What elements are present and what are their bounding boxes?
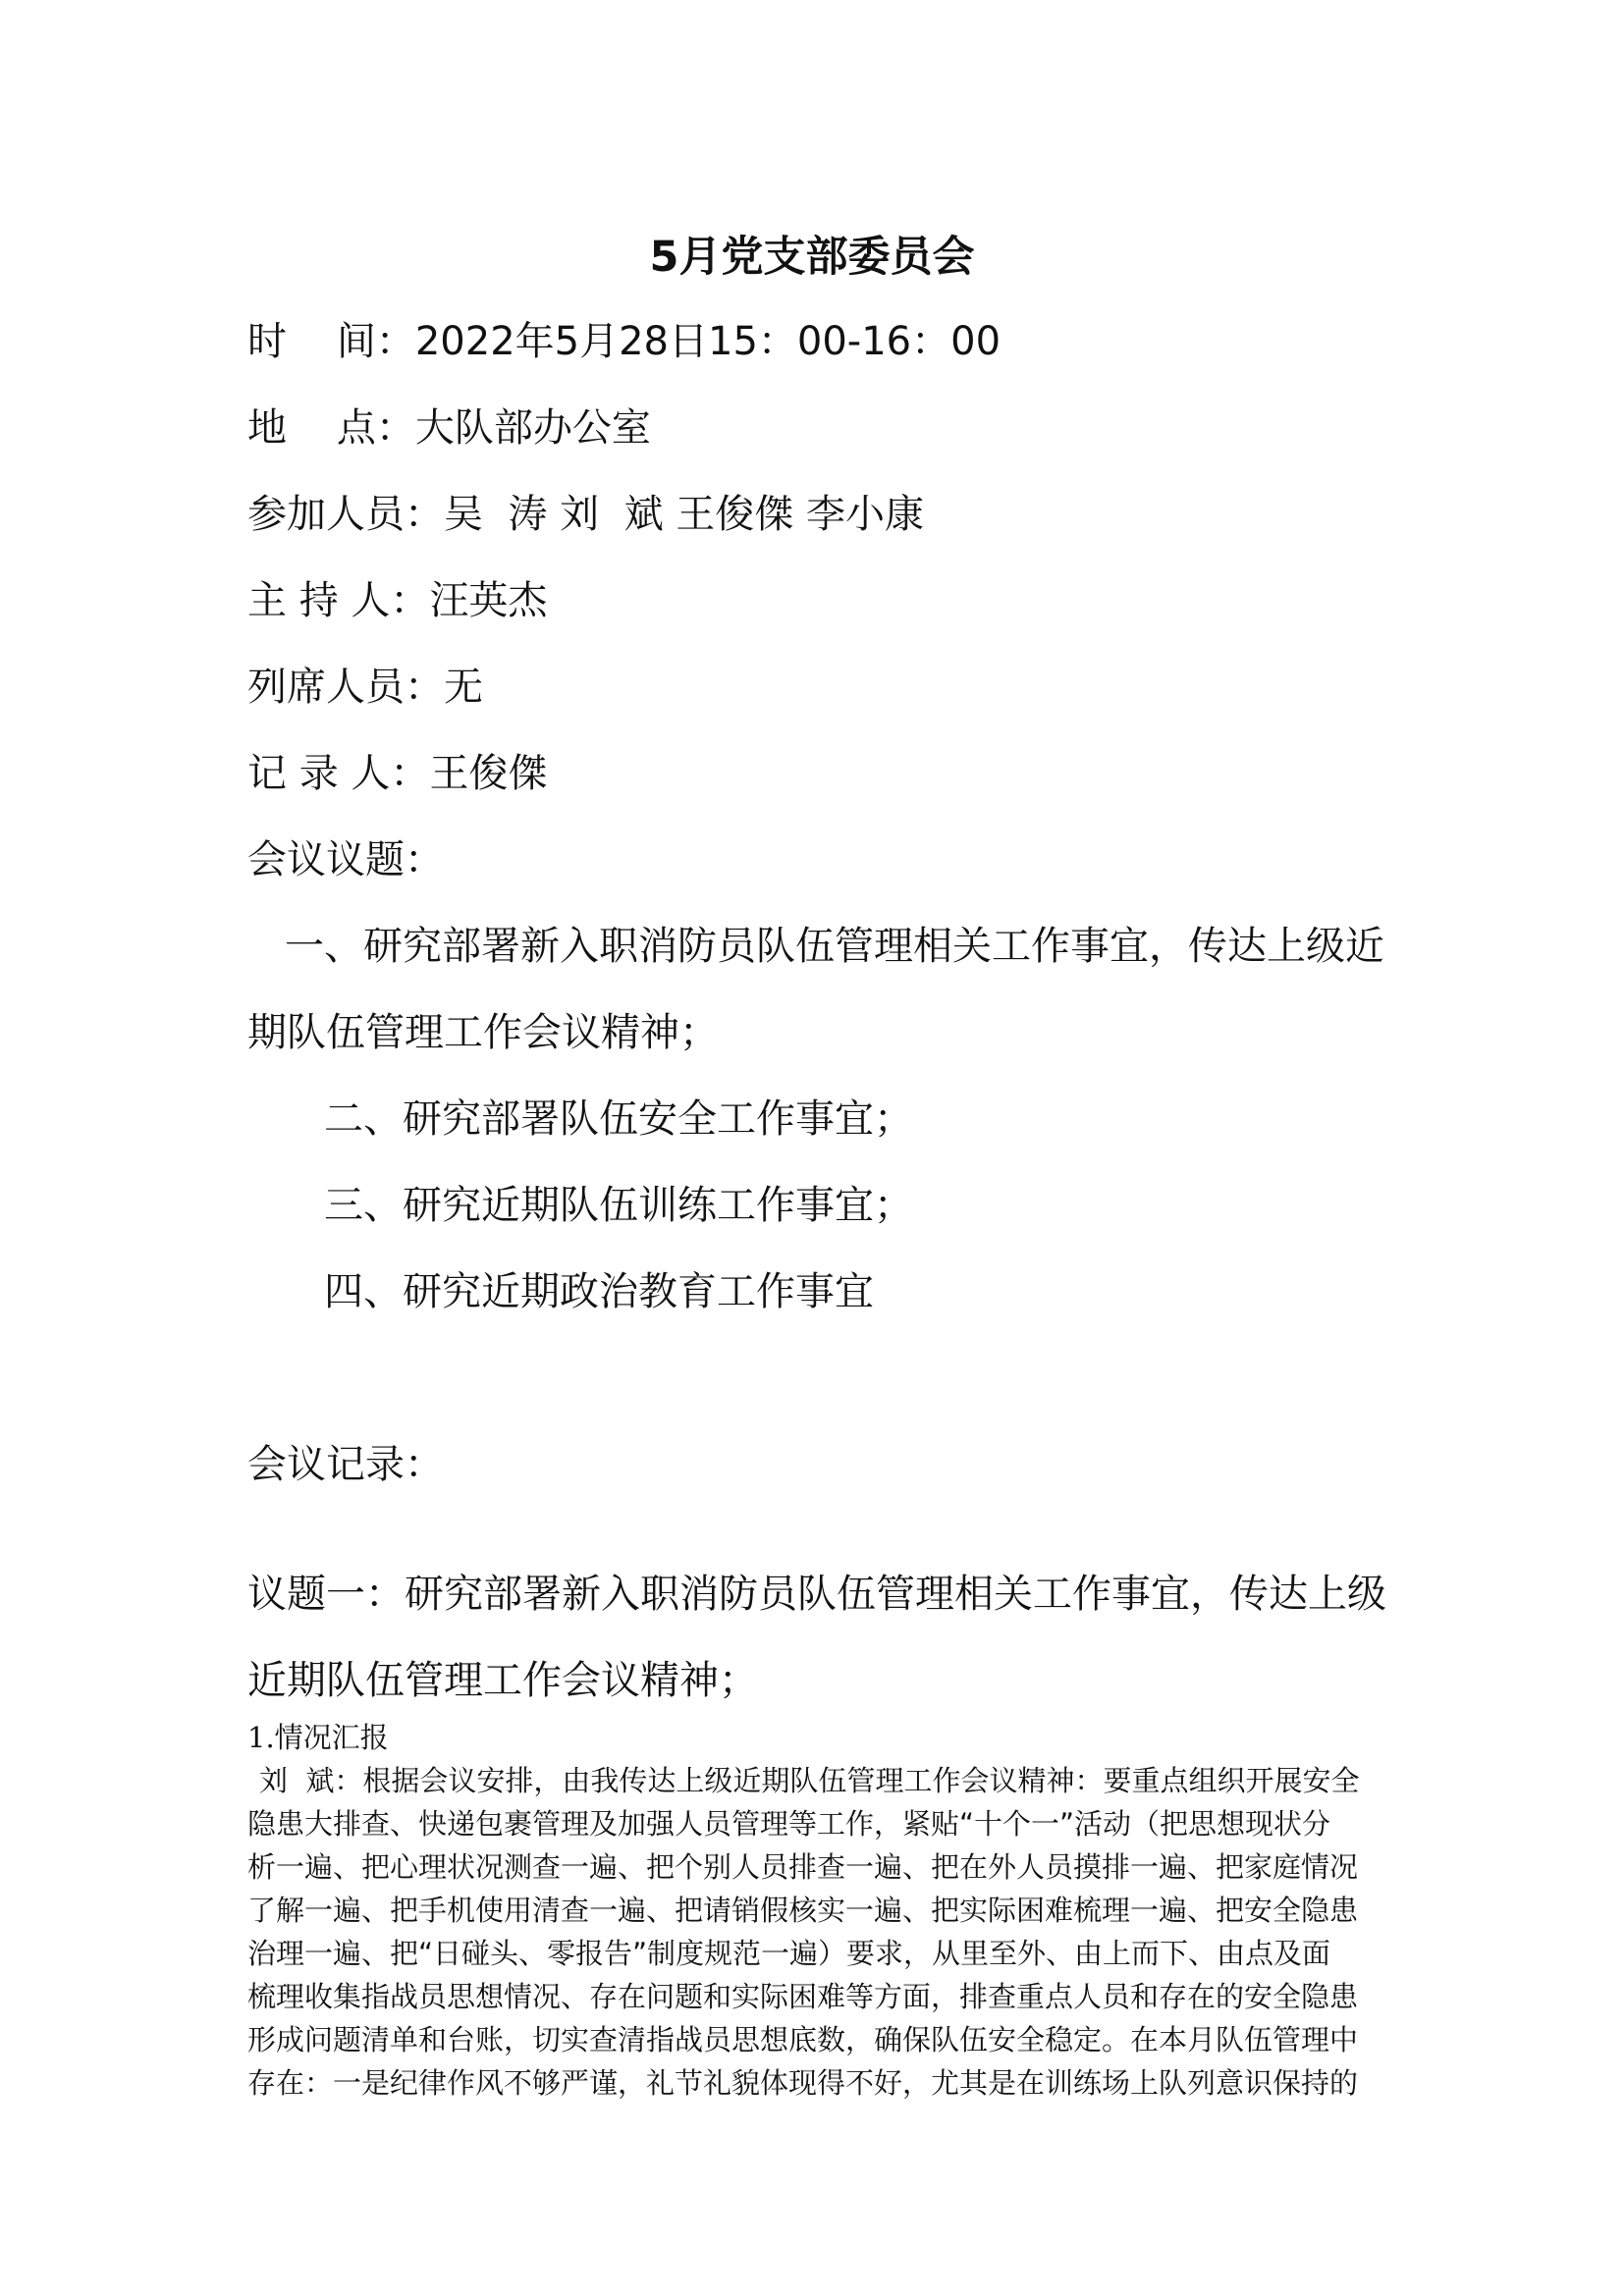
report-line: 刘 斌：根据会议安排，由我传达上级近期队伍管理工作会议精神：要重点组织开展安全 — [259, 1764, 1360, 1797]
topic-4: 四、研究近期政治教育工作事宜 — [324, 1269, 874, 1314]
observers-row — [247, 664, 483, 711]
report-line: 了解一遍、把手机使用清查一遍、把请销假核实一遍、把实际困难梳理一遍、把安全隐患 — [247, 1894, 1359, 1927]
host-row — [247, 577, 547, 624]
time-value: 2022年5月28日15：00-16：00 — [414, 319, 1001, 364]
topic-1-line-1: 一、研究部署新入职消防员队伍管理相关工作事宜，传达上级近 — [285, 924, 1384, 969]
attendees-label: 参加人员： — [247, 492, 444, 537]
record-topic-1-line-1: 议题一：研究部署新入职消防员队伍管理相关工作事宜，传达上级 — [247, 1572, 1386, 1617]
recorder-row — [247, 750, 547, 797]
host-label: 主 持 人： — [247, 578, 430, 623]
report-line: 形成问题清单和台账，切实查清指战员思想底数，确保队伍安全稳定。在本月队伍管理中 — [247, 2023, 1359, 2056]
section-heading: 1.情况汇报 — [247, 1721, 389, 1754]
report-line: 梳理收集指战员思想情况、存在问题和实际困难等方面，排查重点人员和存在的安全隐患 — [247, 1980, 1359, 2013]
document-title: 5月党支部委员会 — [649, 233, 975, 282]
recorder-label: 记 录 人： — [247, 751, 430, 796]
report-line: 存在：一是纪律作风不够严谨，礼节礼貌体现得不好，尤其是在训练场上队列意识保持的 — [247, 2066, 1359, 2100]
topic-3: 三、研究近期队伍训练工作事宜； — [324, 1183, 913, 1228]
place-row — [247, 404, 651, 452]
report-line: 隐患大排查、快递包裹管理及加强人员管理等工作，紧贴“十个一”活动（把思想现状分 — [247, 1807, 1331, 1841]
time-label: 时 间： — [247, 319, 415, 364]
report-line: 析一遍、把心理状况测查一遍、把个别人员排查一遍、把在外人员摸排一遍、把家庭情况 — [247, 1850, 1359, 1884]
attendees-value: 吴 涛 刘 斌 王俊傑 李小康 — [444, 492, 925, 537]
topic-1-line-2: 期队伍管理工作会议精神； — [247, 1010, 719, 1055]
observers-value: 无 — [444, 665, 483, 710]
report-line: 治理一遍、把“日碰头、零报告”制度规范一遍）要求，从里至外、由上而下、由点及面 — [247, 1937, 1331, 1970]
place-value: 大队部办公室 — [414, 405, 651, 451]
attendees-row — [247, 491, 924, 538]
records-heading: 会议记录： — [247, 1442, 444, 1487]
topic-2: 二、研究部署队伍安全工作事宜； — [324, 1096, 913, 1142]
time-row — [247, 318, 1001, 365]
host-value: 汪英杰 — [429, 578, 548, 623]
observers-label: 列席人员： — [247, 665, 444, 710]
topics-heading: 会议议题： — [247, 837, 444, 882]
record-topic-1-line-2: 近期队伍管理工作会议精神； — [247, 1658, 758, 1703]
recorder-value: 王俊傑 — [429, 751, 548, 796]
place-label: 地 点： — [247, 405, 415, 451]
